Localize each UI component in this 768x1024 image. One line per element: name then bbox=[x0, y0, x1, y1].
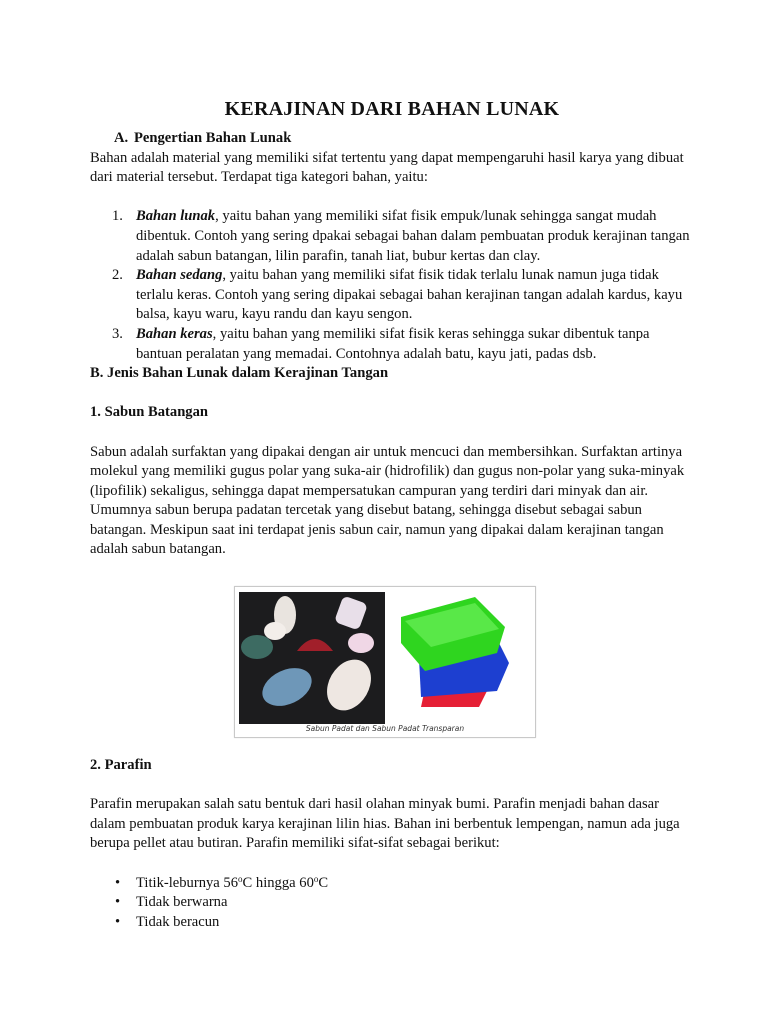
section-a-title: Pengertian Bahan Lunak bbox=[134, 130, 292, 146]
degree-sup: o bbox=[313, 873, 319, 884]
cream-soap-bar bbox=[264, 622, 286, 640]
section-b-heading: B. Jenis Bahan Lunak dalam Kerajinan Tangan bbox=[90, 365, 389, 382]
category-text: , yaitu bahan yang memiliki sifat fisik tidak terlalu lunak namun juga tidak terlalu keras. Contoh yang sering dipakai sebagai bahan kerajinan tangan adalah kardus, kayu balsa, kayu waru, kayu randu dan kayu sengon. bbox=[136, 267, 683, 323]
category-text: , yaitu bahan yang memiliki sifat fisik keras sehingga sukar dibentuk tanpa bantuan peralatan yang memadai. Contohnya adalah batu, kayu jati, padas dsb. bbox=[136, 325, 650, 362]
green-soap-bar bbox=[241, 635, 273, 659]
document-body bbox=[90, 126, 690, 560]
figure-caption: Sabun Padat dan Sabun Padat Transparan bbox=[305, 724, 465, 733]
section-a-heading bbox=[90, 129, 690, 149]
degree-sup: o bbox=[238, 873, 243, 884]
parafin-section bbox=[90, 756, 690, 932]
category-number: 2. bbox=[112, 267, 123, 284]
list-item bbox=[90, 874, 690, 894]
category-term: Bahan sedang bbox=[136, 267, 223, 284]
category-list bbox=[90, 207, 690, 364]
list-item bbox=[90, 913, 690, 933]
section-a-marker: A. bbox=[114, 130, 129, 146]
category-text: , yaitu bahan yang memiliki sifat fisik empuk/lunak sehingga sangat mudah dibentuk. Contoh yang sering dpakai sebagai bahan dalam pembuatan produk kerajinan tangan adalah sabun batangan, lilin parafin, tanah liat, bubur kertas dan clay. bbox=[136, 208, 690, 264]
parafin-heading: 2. Parafin bbox=[90, 757, 152, 773]
parafin-body: Parafin merupakan salah satu bentuk dari hasil olahan minyak bumi. Parafin menjadi bahan dasar dalam pembuatan produk karya kerajinan lilin hias. Bahan ini berbentuk lempengan, namun ada juga berupa pellet atau butiran. Parafin memiliki sifat-sifat sebagai berikut: bbox=[90, 796, 680, 852]
category-number: 3. bbox=[112, 325, 123, 342]
category-term: Bahan keras bbox=[136, 325, 213, 342]
sabun-body: Sabun adalah surfaktan yang dipakai dengan air untuk mencuci dan membersihkan. Surfaktan artinya molekul yang memiliki gugus polar yang suka-air (hidrofilik) dan gugus non-polar yang suka-minyak (lipofilik) sekaligus, sehingga dapat mempersatukan campuran yang terdiri dari minyak dan air. Umumnya sabun berupa padatan tercetak yang disebut batang, sehingga disebut sebagai sabun batangan. Meskipun saat ini terdapat jenis sabun cair, namun yang dipakai dalam kerajinan tangan adalah sabun batangan. bbox=[90, 443, 685, 558]
property-text: C hingga 60 bbox=[242, 874, 314, 891]
category-item bbox=[90, 325, 690, 364]
bullet-icon: • bbox=[115, 913, 121, 930]
list-item bbox=[90, 893, 690, 913]
property-text: C bbox=[318, 874, 329, 891]
property-text: Titik-leburnya 56 bbox=[136, 874, 239, 891]
property-text: Tidak berwarna bbox=[136, 894, 228, 911]
sabun-heading: 1. Sabun Batangan bbox=[90, 404, 209, 421]
category-item bbox=[90, 266, 690, 325]
category-number: 1. bbox=[112, 208, 123, 225]
pink-soap-bar bbox=[348, 633, 374, 653]
section-a-intro: Bahan adalah material yang memiliki sifat tertentu yang dapat mempengaruhi hasil karya yang dibuat dari material tersebut. Terdapat tiga kategori bahan, yaitu: bbox=[90, 149, 684, 186]
category-term: Bahan lunak bbox=[136, 208, 216, 225]
parafin-property-list bbox=[90, 874, 690, 933]
soap-figure bbox=[234, 586, 536, 738]
bullet-icon: • bbox=[115, 894, 121, 911]
soap-photo bbox=[235, 587, 535, 737]
bullet-icon: • bbox=[115, 874, 121, 891]
property-text: Tidak beracun bbox=[136, 913, 220, 930]
page-title: KERAJINAN DARI BAHAN LUNAK bbox=[224, 98, 560, 120]
category-item bbox=[90, 207, 690, 266]
